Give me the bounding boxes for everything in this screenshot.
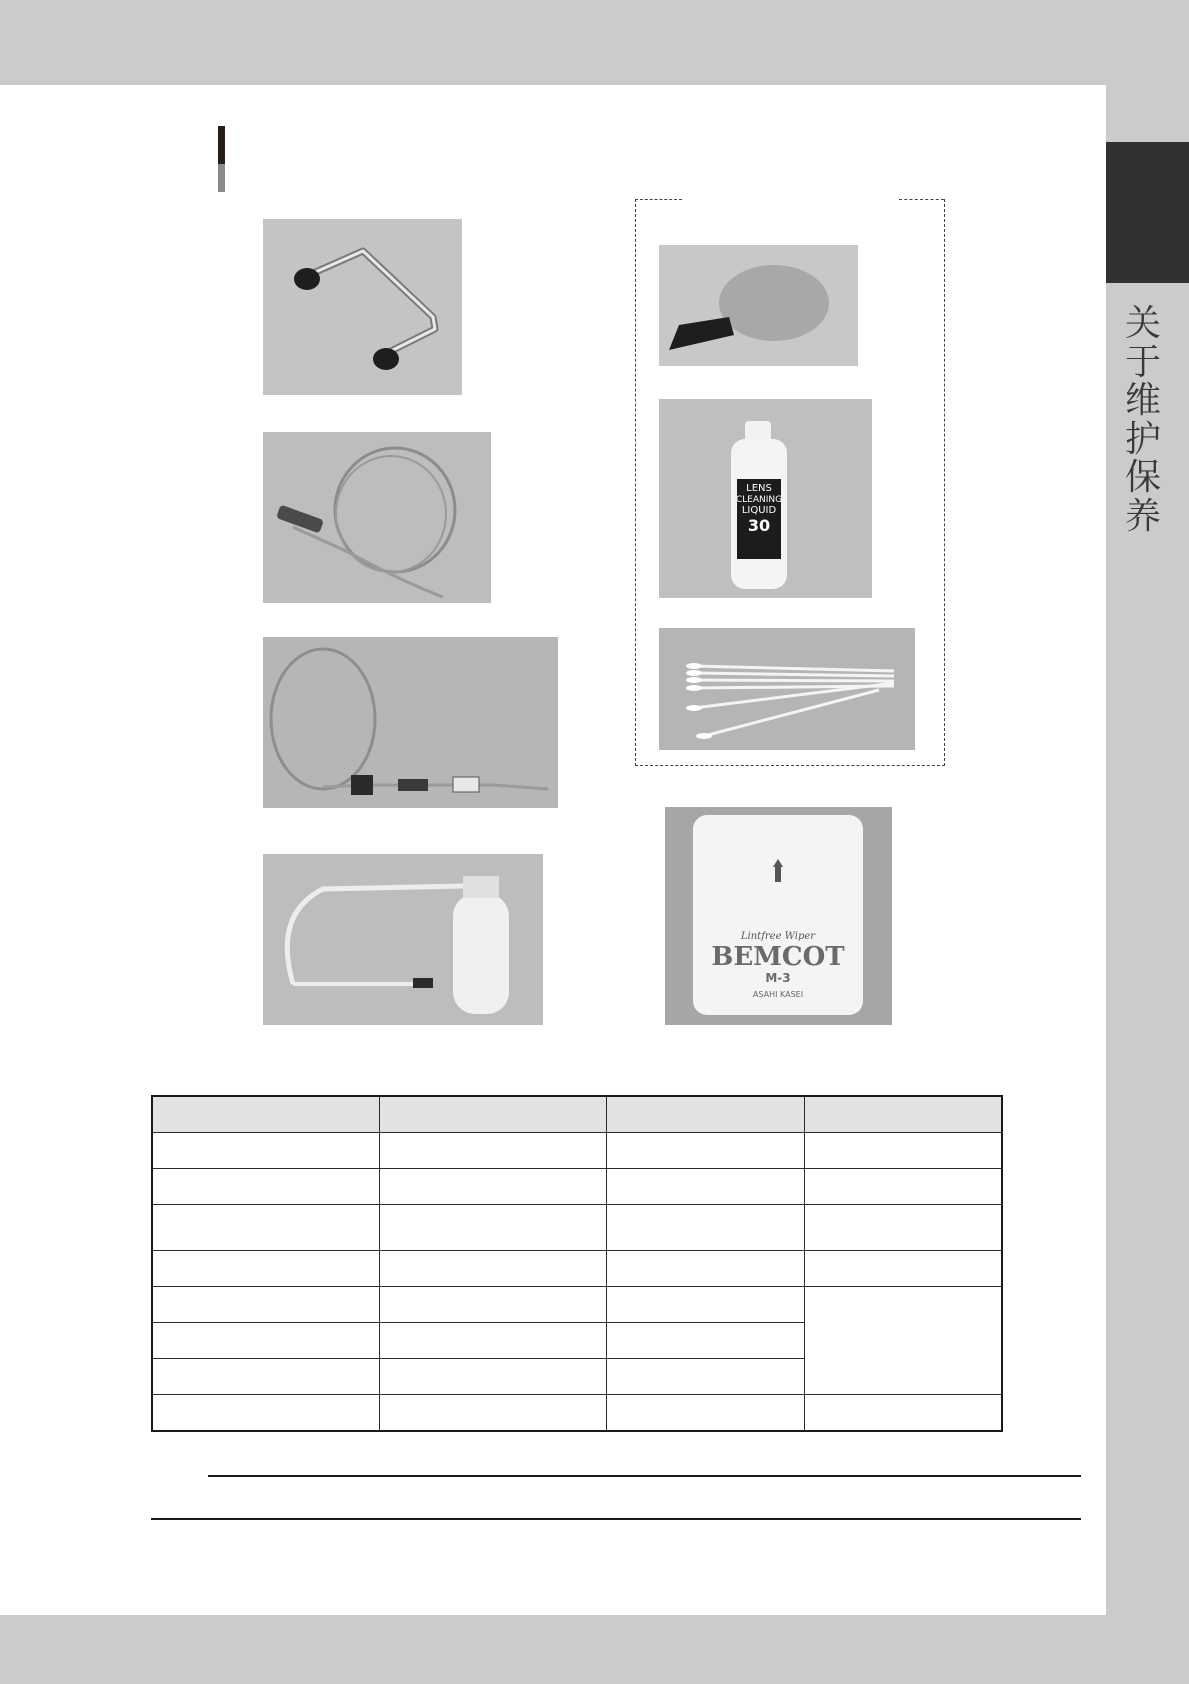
chapter-tab	[1106, 142, 1189, 283]
photo-u-shaped-tube	[263, 219, 462, 395]
photo-air-blower	[659, 245, 858, 366]
table-header-row	[152, 1096, 1002, 1133]
cleaning-kit-frame-top-left	[635, 199, 682, 200]
parts-table	[151, 1095, 1003, 1432]
table-row	[152, 1395, 1002, 1432]
note-divider	[208, 1475, 1081, 1477]
photo-lintfree-wiper	[665, 807, 892, 1025]
table-header-cell	[152, 1096, 379, 1133]
table-header-cell	[804, 1096, 1002, 1133]
table-row	[152, 1287, 1002, 1323]
bottle-label-line-1: LENS	[746, 483, 772, 494]
wiper-label-line-4: ASAHI KASEI	[752, 990, 804, 999]
merged-cell	[804, 1287, 1002, 1395]
chapter-title: 关 于 维 护 保 养	[1124, 303, 1161, 537]
photo-tube-with-filter	[263, 637, 558, 808]
table-row	[152, 1205, 1002, 1251]
photo-lens-cleaning-liquid	[659, 399, 872, 598]
wiper-label-line-1: Lintfree Wiper	[740, 931, 816, 942]
wiper-label-line-3: M-3	[765, 971, 791, 985]
bottle-label-line-3: LIQUID	[741, 505, 777, 516]
table-row	[152, 1169, 1002, 1205]
table-header-cell	[606, 1096, 804, 1133]
table-row	[152, 1133, 1002, 1169]
footer-divider	[151, 1518, 1081, 1520]
table-header-cell	[379, 1096, 606, 1133]
wiper-label-line-2: BEMCOT	[711, 942, 845, 972]
cleaning-kit-frame-top-right	[899, 199, 944, 200]
photo-cotton-swabs	[659, 628, 915, 750]
bottle-label-line-4: 30	[747, 516, 771, 535]
table-row	[152, 1251, 1002, 1287]
photo-wash-bottle	[263, 854, 543, 1025]
photo-coiled-cable	[263, 432, 491, 603]
section-heading-marker	[218, 126, 225, 192]
bottle-label-line-2: CLEANING	[735, 495, 783, 505]
